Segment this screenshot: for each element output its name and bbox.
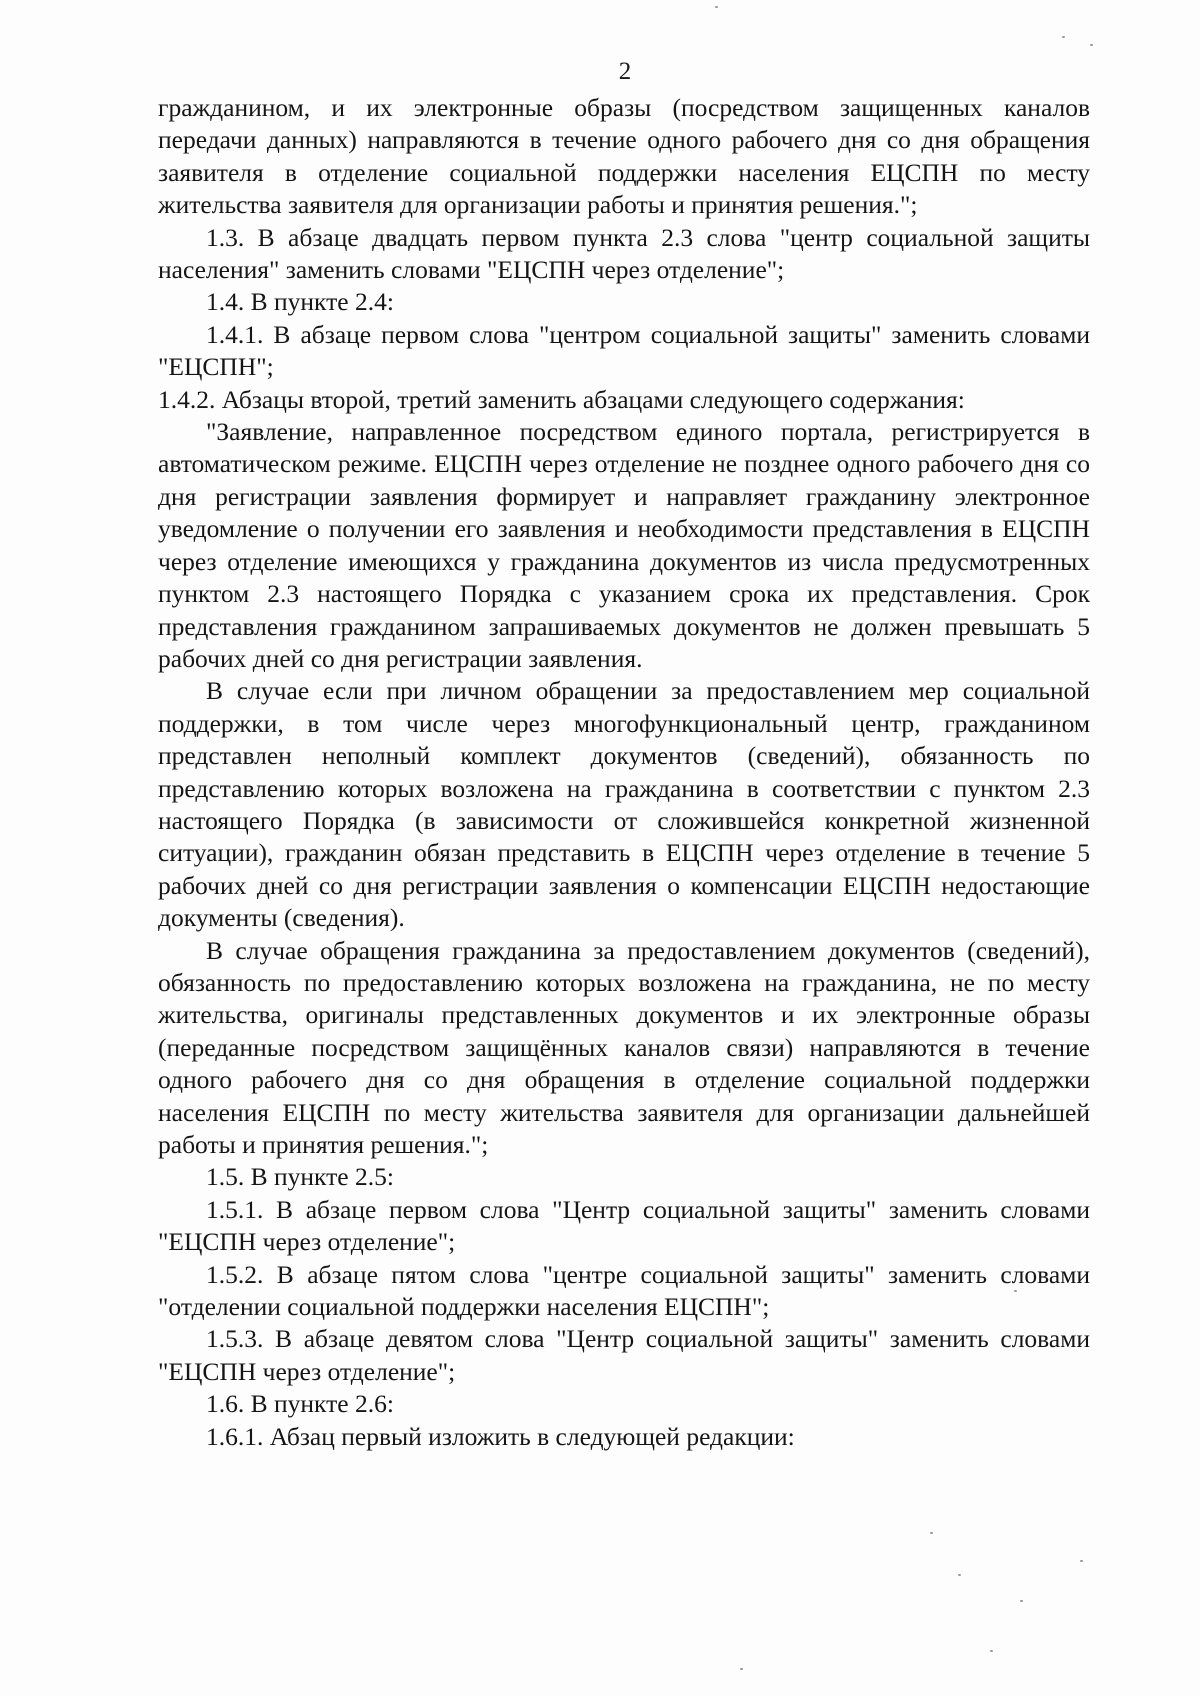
- paragraph-1-5: 1.5. В пункте 2.5:: [206, 1162, 394, 1192]
- paragraph-1-5-1: 1.5.1. В абзаце первом слова "Центр социальной защиты" заменить словами "ЕЦСПН через отделение";: [158, 1194, 1090, 1257]
- paragraph-1-6: 1.6. В пункте 2.6:: [206, 1389, 394, 1419]
- paragraph-continuation: гражданином, и их электронные образы (посредством защищенных каналов передачи данных) направляются в течение одного рабочего дня со дня обращения заявителя в отделение социальной поддержки населения ЕЦСПН по месту жительства заявителя для организации работы и принятия решения.";: [158, 93, 1090, 220]
- paragraph-personal-request: В случае если при личном обращении за предоставлением мер социальной поддержки, в том числе через многофункциональный центр, гражданином представлен неполный комплект документов (сведений), обязанность по представлению которых возложена на гражданина в соответствии с пунктом 2.3 настоящего Порядка (в зависимости от сложившейся конкретной жизненной ситуации), гражданин обязан представить в ЕЦСПН через отделение в течение 5 рабочих дней со дня регистрации заявления о компенсации ЕЦСПН недостающие документы (сведения).: [158, 676, 1090, 933]
- paragraph-non-residence-request: В случае обращения гражданина за предоставлением документов (сведений), обязанность по предоставлению которых возложена на гражданина, не по месту жительства, оригиналы представленных документов и их электронные образы (переданные посредством защищённых каналов связи) направляются в течение одного рабочего дня со дня обращения в отделение социальной поддержки населения ЕЦСПН по месту жительства заявителя для организации дальнейшей работы и принятия решения.";: [158, 935, 1090, 1159]
- paragraph-1-3: 1.3. В абзаце двадцать первом пункта 2.3 слова "центр социальной защиты населения" заменить словами "ЕЦСПН через отделение";: [158, 222, 1090, 285]
- paragraph-quoted-application: "Заявление, направленное посредством единого портала, регистрируется в автоматическом режиме. ЕЦСПН через отделение не позднее одного рабочего дня со дня регистрации заявления формирует и направляет гражданину электронное уведомление о получении его заявления и необходимости представления в ЕЦСПН через отделение имеющихся у гражданина документов из числа предусмотренных пунктом 2.3 настоящего Порядка с указанием срока их представления. Срок представления гражданином запрашиваемых документов не должен превышать 5 рабочих дней со дня регистрации заявления.: [158, 417, 1090, 673]
- paragraph-1-5-3: 1.5.3. В абзаце девятом слова "Центр социальной защиты" заменить словами "ЕЦСПН через отделение";: [158, 1324, 1090, 1386]
- paragraph-1-4-1: 1.4.1. В абзаце первом слова "центром социальной защиты" заменить словами "ЕЦСПН";: [158, 319, 1090, 382]
- document-text-body: [158, 92, 1090, 1453]
- paragraph-1-4-2: 1.4.2. Абзацы второй, третий заменить абзацами следующего содержания:: [158, 384, 965, 414]
- scan-speck: [1062, 36, 1065, 38]
- scan-speck: [958, 1574, 961, 1576]
- scan-speck: [715, 6, 718, 8]
- paragraph-1-4: 1.4. В пункте 2.4:: [206, 287, 394, 317]
- scan-speck: [1090, 44, 1093, 46]
- scan-speck: [1014, 1290, 1017, 1292]
- scan-speck: [990, 1650, 993, 1652]
- scan-speck: [930, 1532, 933, 1534]
- scan-speck: [1080, 1560, 1083, 1562]
- scan-speck: [740, 1668, 743, 1670]
- paragraph-1-6-1: 1.6.1. Абзац первый изложить в следующей редакции:: [206, 1421, 795, 1451]
- page-number: 2: [618, 58, 632, 85]
- scan-speck: [1020, 1600, 1023, 1602]
- paragraph-1-5-2: 1.5.2. В абзаце пятом слова "центре социальной защиты" заменить словами "отделении социальной поддержки населения ЕЦСПН";: [158, 1259, 1090, 1322]
